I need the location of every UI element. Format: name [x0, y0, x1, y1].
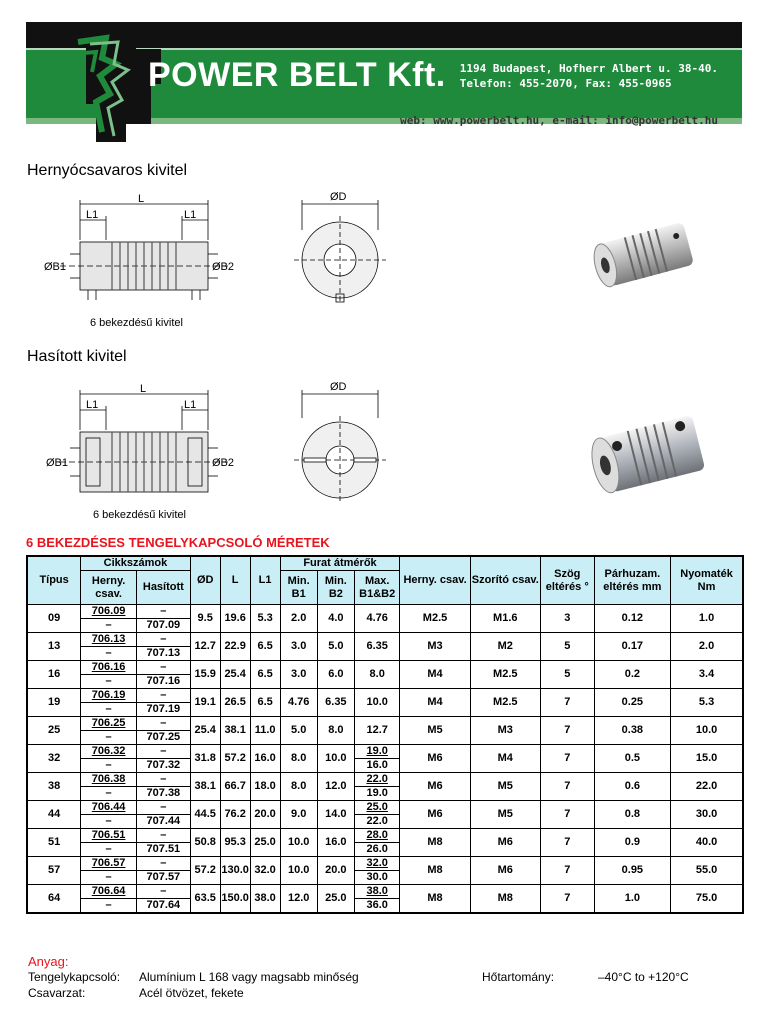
cell-herny: M4	[400, 689, 470, 717]
cell-L: 19.6	[220, 605, 250, 633]
cell-D: 12.7	[190, 633, 220, 661]
setscrew-front-drawing	[290, 190, 390, 310]
col-hasitott: Hasított	[137, 571, 191, 605]
dim-B2: ØB2	[212, 457, 235, 469]
cell-szorito: M6	[470, 829, 540, 857]
setscrew-coupling-photo	[584, 205, 704, 305]
dim-L: L	[138, 193, 145, 205]
material-key-coupling: Tengelykapcsoló:	[28, 970, 121, 984]
cell-max-2: 22.0	[354, 815, 399, 829]
cell-szog: 7	[540, 857, 594, 885]
material-value-coupling: Alumínium L 168 vagy magsabb minőség	[139, 970, 359, 984]
cell-szog: 7	[540, 745, 594, 773]
cell-szorito: M1.6	[470, 605, 540, 633]
company-name: POWER BELT Kft.	[148, 56, 446, 94]
cell-min-b1: 4.76	[280, 689, 317, 717]
cell-tipus: 19	[27, 689, 81, 717]
cell-herny: M6	[400, 773, 470, 801]
cell-L: 57.2	[220, 745, 250, 773]
cell-min-b2: 10.0	[317, 745, 354, 773]
cell-max-1: 28.0	[354, 829, 399, 843]
cell-hasitott-dash: –	[137, 773, 191, 787]
cell-min-b2: 25.0	[317, 885, 354, 914]
dim-L1-right: L1	[184, 399, 197, 411]
col-L1: L1	[250, 556, 280, 605]
cell-tipus: 16	[27, 661, 81, 689]
table-row	[27, 801, 743, 815]
cell-herny: M8	[400, 885, 470, 914]
cell-hasitott-dash: –	[137, 885, 191, 899]
cell-min-b2: 8.0	[317, 717, 354, 745]
cell-min-b1: 12.0	[280, 885, 317, 914]
table-row	[27, 661, 743, 675]
cell-L1: 32.0	[250, 857, 280, 885]
cell-nyomatek: 3.4	[671, 661, 743, 689]
cell-max: 4.76	[354, 605, 399, 633]
cell-hasitott-dash: –	[137, 633, 191, 647]
cell-szorito: M8	[470, 885, 540, 914]
cell-min-b2: 20.0	[317, 857, 354, 885]
cell-nyomatek: 55.0	[671, 857, 743, 885]
cell-max-2: 16.0	[354, 759, 399, 773]
cell-parhuzam: 0.38	[594, 717, 670, 745]
cell-hasitott-code: 707.09	[137, 619, 191, 633]
cell-herny: M8	[400, 829, 470, 857]
cell-nyomatek: 1.0	[671, 605, 743, 633]
cell-nyomatek: 30.0	[671, 801, 743, 829]
cell-hasitott-code: 707.19	[137, 703, 191, 717]
cell-L: 38.1	[220, 717, 250, 745]
cell-max-1: 22.0	[354, 773, 399, 787]
table-row	[27, 745, 743, 759]
cell-parhuzam: 0.5	[594, 745, 670, 773]
cell-nyomatek: 22.0	[671, 773, 743, 801]
cell-szorito: M5	[470, 773, 540, 801]
table-row	[27, 857, 743, 871]
dim-B2: ØB2	[212, 261, 235, 273]
cell-hasitott-code: 707.38	[137, 787, 191, 801]
table-row	[27, 633, 743, 647]
cell-szorito: M3	[470, 717, 540, 745]
cell-L1: 18.0	[250, 773, 280, 801]
cell-hasitott-dash: –	[137, 605, 191, 619]
cell-szorito: M2.5	[470, 661, 540, 689]
cell-D: 57.2	[190, 857, 220, 885]
dim-L1-left: L1	[86, 399, 99, 411]
cell-min-b2: 16.0	[317, 829, 354, 857]
cell-herny-csav-dash: –	[81, 787, 137, 801]
cell-max-2: 36.0	[354, 899, 399, 914]
cell-parhuzam: 0.2	[594, 661, 670, 689]
table-row	[27, 773, 743, 787]
table-row	[27, 829, 743, 843]
cell-herny: M3	[400, 633, 470, 661]
cell-L: 95.3	[220, 829, 250, 857]
cell-szog: 7	[540, 801, 594, 829]
cell-herny: M4	[400, 661, 470, 689]
temp-range-key: Hőtartomány:	[482, 970, 555, 984]
cell-parhuzam: 0.17	[594, 633, 670, 661]
cell-herny: M8	[400, 857, 470, 885]
cell-D: 38.1	[190, 773, 220, 801]
cell-nyomatek: 40.0	[671, 829, 743, 857]
setscrew-side-drawing	[40, 190, 280, 310]
cell-parhuzam: 0.25	[594, 689, 670, 717]
cell-hasitott-dash: –	[137, 801, 191, 815]
cell-L1: 38.0	[250, 885, 280, 914]
cell-szog: 7	[540, 717, 594, 745]
cell-herny-csav-dash: –	[81, 843, 137, 857]
cell-max-2: 19.0	[354, 787, 399, 801]
cell-L1: 5.3	[250, 605, 280, 633]
cell-herny: M2.5	[400, 605, 470, 633]
cell-min-b1: 9.0	[280, 801, 317, 829]
table-row	[27, 717, 743, 731]
cell-min-b1: 2.0	[280, 605, 317, 633]
cell-D: 25.4	[190, 717, 220, 745]
cell-nyomatek: 10.0	[671, 717, 743, 745]
table-row	[27, 689, 743, 703]
cell-min-b2: 4.0	[317, 605, 354, 633]
cell-L: 150.0	[220, 885, 250, 914]
cell-hasitott-dash: –	[137, 689, 191, 703]
cell-herny-csav-dash: –	[81, 647, 137, 661]
cell-tipus: 32	[27, 745, 81, 773]
cell-L1: 16.0	[250, 745, 280, 773]
cell-tipus: 38	[27, 773, 81, 801]
dim-D: ØD	[330, 381, 347, 393]
cell-min-b1: 8.0	[280, 745, 317, 773]
cell-min-b1: 8.0	[280, 773, 317, 801]
cell-min-b1: 10.0	[280, 829, 317, 857]
cell-L1: 6.5	[250, 633, 280, 661]
col-furat: Furat átmérők	[280, 556, 400, 571]
material-value-screws: Acél ötvözet, fekete	[139, 986, 244, 1000]
cell-szog: 7	[540, 689, 594, 717]
cell-herny-csav-dash: –	[81, 899, 137, 914]
cell-max: 12.7	[354, 717, 399, 745]
col-szog: Szög eltérés °	[540, 556, 594, 605]
cell-parhuzam: 0.9	[594, 829, 670, 857]
cell-szog: 7	[540, 885, 594, 914]
cell-parhuzam: 1.0	[594, 885, 670, 914]
cell-L1: 6.5	[250, 689, 280, 717]
cell-max-1: 32.0	[354, 857, 399, 871]
cell-herny: M6	[400, 801, 470, 829]
cell-hasitott-code: 707.16	[137, 675, 191, 689]
col-nyomatek: Nyomaték Nm	[671, 556, 743, 605]
split-front-drawing	[290, 378, 390, 503]
web-email-line[interactable]: web: www.powerbelt.hu, e-mail: info@powerbelt.hu	[400, 114, 718, 127]
cell-herny-csav-code: 706.44	[81, 801, 137, 815]
caption-setscrew: 6 bekezdésű kivitel	[90, 317, 183, 329]
cell-max-2: 26.0	[354, 843, 399, 857]
table-row	[27, 605, 743, 619]
section-title-split: Hasított kivitel	[27, 348, 127, 365]
cell-L1: 20.0	[250, 801, 280, 829]
cell-hasitott-dash: –	[137, 661, 191, 675]
col-max: Max. B1&B2	[354, 571, 399, 605]
cell-szorito: M2	[470, 633, 540, 661]
cell-D: 50.8	[190, 829, 220, 857]
section-title-setscrew: Hernyócsavaros kivitel	[27, 162, 188, 179]
cell-herny-csav-code: 706.19	[81, 689, 137, 703]
header-banner	[26, 22, 742, 140]
cell-max-2: 30.0	[354, 871, 399, 885]
address-line: 1194 Budapest, Hofherr Albert u. 38-40.	[459, 62, 718, 75]
cell-herny-csav-code: 706.51	[81, 829, 137, 843]
dim-B1: ØB1	[46, 457, 69, 469]
table-title: 6 BEKEZDÉSES TENGELYKAPCSOLÓ MÉRETEK	[26, 535, 330, 550]
cell-L: 130.0	[220, 857, 250, 885]
cell-hasitott-code: 707.64	[137, 899, 191, 914]
cell-szorito: M5	[470, 801, 540, 829]
split-side-drawing	[40, 380, 280, 505]
cell-max-1: 19.0	[354, 745, 399, 759]
cell-szog: 7	[540, 829, 594, 857]
cell-parhuzam: 0.6	[594, 773, 670, 801]
cell-tipus: 57	[27, 857, 81, 885]
cell-L: 76.2	[220, 801, 250, 829]
cell-min-b2: 6.35	[317, 689, 354, 717]
cell-szorito: M2.5	[470, 689, 540, 717]
col-szorito: Szorító csav.	[470, 556, 540, 605]
cell-L: 66.7	[220, 773, 250, 801]
cell-min-b1: 3.0	[280, 661, 317, 689]
cell-max: 8.0	[354, 661, 399, 689]
cell-hasitott-code: 707.44	[137, 815, 191, 829]
cell-hasitott-dash: –	[137, 829, 191, 843]
cell-min-b2: 6.0	[317, 661, 354, 689]
dim-D: ØD	[330, 191, 347, 203]
cell-nyomatek: 75.0	[671, 885, 743, 914]
cell-D: 19.1	[190, 689, 220, 717]
cell-herny-csav-code: 706.09	[81, 605, 137, 619]
cell-min-b2: 5.0	[317, 633, 354, 661]
cell-D: 63.5	[190, 885, 220, 914]
split-coupling-photo	[586, 404, 716, 504]
cell-herny-csav-code: 706.13	[81, 633, 137, 647]
cell-herny-csav-dash: –	[81, 619, 137, 633]
dim-B1: ØB1	[44, 261, 67, 273]
cell-hasitott-code: 707.51	[137, 843, 191, 857]
cell-hasitott-code: 707.57	[137, 871, 191, 885]
phone-line: Telefon: 455-2070, Fax: 455-0965	[459, 77, 672, 90]
col-cikkszamok: Cikkszámok	[81, 556, 191, 571]
cell-szog: 5	[540, 661, 594, 689]
cell-herny-csav-code: 706.57	[81, 857, 137, 871]
cell-herny-csav-dash: –	[81, 703, 137, 717]
cell-herny: M5	[400, 717, 470, 745]
cell-szorito: M4	[470, 745, 540, 773]
cell-D: 31.8	[190, 745, 220, 773]
cell-D: 9.5	[190, 605, 220, 633]
cell-herny-csav-dash: –	[81, 759, 137, 773]
cell-parhuzam: 0.12	[594, 605, 670, 633]
col-D: ØD	[190, 556, 220, 605]
material-key-screws: Csavarzat:	[28, 986, 86, 1000]
cell-max: 6.35	[354, 633, 399, 661]
cell-max-1: 38.0	[354, 885, 399, 899]
cell-min-b2: 12.0	[317, 773, 354, 801]
cell-min-b2: 14.0	[317, 801, 354, 829]
cell-herny-csav-dash: –	[81, 815, 137, 829]
cell-min-b1: 5.0	[280, 717, 317, 745]
col-tipus: Típus	[27, 556, 81, 605]
cell-min-b1: 3.0	[280, 633, 317, 661]
col-herny: Herny. csav.	[400, 556, 470, 605]
cell-hasitott-dash: –	[137, 857, 191, 871]
cell-L1: 6.5	[250, 661, 280, 689]
cell-nyomatek: 2.0	[671, 633, 743, 661]
table-body	[27, 605, 743, 914]
cell-szog: 3	[540, 605, 594, 633]
table-row	[27, 885, 743, 899]
cell-L1: 11.0	[250, 717, 280, 745]
cell-hasitott-code: 707.32	[137, 759, 191, 773]
col-min-b1: Min. B1	[280, 571, 317, 605]
cell-herny-csav-code: 706.32	[81, 745, 137, 759]
cell-tipus: 13	[27, 633, 81, 661]
company-address	[460, 61, 718, 91]
cell-parhuzam: 0.95	[594, 857, 670, 885]
cell-hasitott-code: 707.25	[137, 731, 191, 745]
cell-herny-csav-code: 706.25	[81, 717, 137, 731]
cell-tipus: 25	[27, 717, 81, 745]
material-heading: Anyag:	[28, 954, 69, 969]
cell-tipus: 51	[27, 829, 81, 857]
cell-herny-csav-dash: –	[81, 731, 137, 745]
cell-herny-csav-code: 706.16	[81, 661, 137, 675]
cell-nyomatek: 15.0	[671, 745, 743, 773]
cell-tipus: 44	[27, 801, 81, 829]
cell-max-1: 25.0	[354, 801, 399, 815]
temp-range-value: –40°C to +120°C	[598, 970, 689, 984]
cell-hasitott-dash: –	[137, 745, 191, 759]
cell-herny-csav-code: 706.38	[81, 773, 137, 787]
cell-herny-csav-dash: –	[81, 675, 137, 689]
cell-szog: 5	[540, 633, 594, 661]
cell-L1: 25.0	[250, 829, 280, 857]
cell-L: 22.9	[220, 633, 250, 661]
cell-hasitott-dash: –	[137, 717, 191, 731]
dim-L1-left: L1	[86, 209, 99, 221]
cell-min-b1: 10.0	[280, 857, 317, 885]
dim-L1-right: L1	[184, 209, 197, 221]
dimension-table	[26, 555, 744, 914]
cell-herny-csav-code: 706.64	[81, 885, 137, 899]
cell-D: 44.5	[190, 801, 220, 829]
cell-tipus: 09	[27, 605, 81, 633]
cell-L: 25.4	[220, 661, 250, 689]
col-min-b2: Min. B2	[317, 571, 354, 605]
col-L: L	[220, 556, 250, 605]
cell-tipus: 64	[27, 885, 81, 914]
cell-szorito: M6	[470, 857, 540, 885]
cell-max: 10.0	[354, 689, 399, 717]
caption-split: 6 bekezdésű kivitel	[93, 509, 186, 521]
cell-nyomatek: 5.3	[671, 689, 743, 717]
cell-parhuzam: 0.8	[594, 801, 670, 829]
col-herny-csav: Herny. csav.	[81, 571, 137, 605]
cell-herny-csav-dash: –	[81, 871, 137, 885]
cell-szog: 7	[540, 773, 594, 801]
dim-L: L	[140, 383, 147, 395]
cell-D: 15.9	[190, 661, 220, 689]
cell-herny: M6	[400, 745, 470, 773]
col-parhuzam: Párhuzam. eltérés mm	[594, 556, 670, 605]
cell-hasitott-code: 707.13	[137, 647, 191, 661]
cell-L: 26.5	[220, 689, 250, 717]
